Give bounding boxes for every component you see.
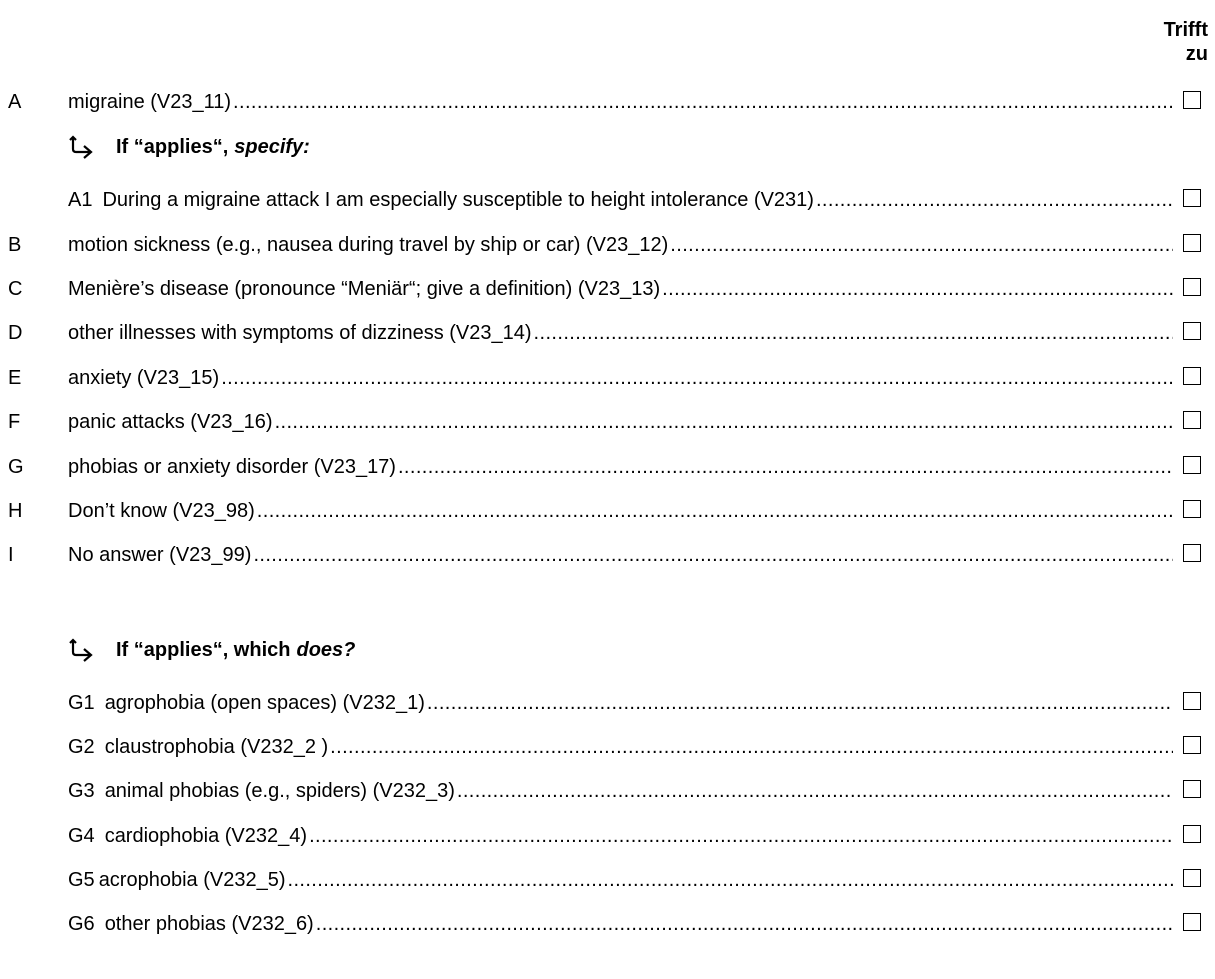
checkbox-g5[interactable]: [1183, 869, 1201, 887]
row-text-wrap: [68, 542, 1173, 568]
checkbox-a[interactable]: [1183, 91, 1201, 109]
row-label: claustrophobia (V232_2 ): [104, 736, 329, 758]
row-letter: A: [8, 91, 22, 113]
question-row-d: [0, 320, 1215, 346]
checkbox-g3[interactable]: [1183, 780, 1201, 798]
row-label: Don’t know (V23_98): [68, 500, 255, 522]
question-row-b: [0, 232, 1215, 258]
dot-leader: [309, 823, 1173, 849]
row-text-wrap: [68, 276, 1173, 302]
row-label: panic attacks (V23_16): [68, 411, 273, 433]
dot-leader: [257, 498, 1173, 524]
question-row-e: [0, 365, 1215, 391]
column-header-applies: [1140, 18, 1208, 66]
row-label: acrophobia (V232_5): [98, 869, 286, 891]
question-row-g2: [0, 734, 1215, 760]
row-code: A1: [68, 189, 93, 211]
question-row-a: [0, 89, 1215, 115]
question-row-g5: [0, 867, 1215, 893]
dot-leader: [670, 232, 1173, 258]
row-letter: D: [8, 322, 23, 344]
column-header-line2: zu: [1185, 43, 1208, 65]
row-letter: H: [8, 500, 23, 522]
checkbox-d[interactable]: [1183, 322, 1201, 340]
row-code: G4: [68, 825, 95, 847]
row-code: G3: [68, 780, 95, 802]
filter-emphasis: does?: [296, 638, 356, 661]
filter-text: If “applies“, which: [116, 638, 291, 661]
checkbox-g6[interactable]: [1183, 913, 1201, 931]
checkbox-c[interactable]: [1183, 278, 1201, 296]
row-text-wrap: [68, 498, 1173, 524]
row-text-wrap: [68, 232, 1173, 258]
checkbox-e[interactable]: [1183, 367, 1201, 385]
dot-leader: [287, 867, 1173, 893]
question-row-g6: [0, 911, 1215, 937]
hooked-arrow-icon: [68, 135, 94, 159]
question-row-f: [0, 409, 1215, 435]
dot-leader: [233, 89, 1173, 115]
row-letter: B: [8, 234, 22, 256]
row-letter: C: [8, 278, 23, 300]
row-label: agrophobia (open spaces) (V232_1): [104, 692, 425, 714]
row-label: Menière’s disease (pronounce “Meniär“; give a definition) (V23_13): [68, 278, 661, 300]
dot-leader: [457, 778, 1173, 804]
checkbox-g[interactable]: [1183, 456, 1201, 474]
dot-leader: [534, 320, 1173, 346]
row-label: other phobias (V232_6): [104, 913, 314, 935]
dot-leader: [275, 409, 1173, 435]
row-letter: E: [8, 367, 22, 389]
dot-leader: [221, 365, 1173, 391]
question-row-g3: [0, 778, 1215, 804]
dot-leader: [253, 542, 1173, 568]
row-text-wrap: [68, 734, 1173, 760]
row-code: G2: [68, 736, 95, 758]
checkbox-h[interactable]: [1183, 500, 1201, 518]
row-label: During a migraine attack I am especially susceptible to height intolerance (V231): [102, 189, 814, 211]
dot-leader: [316, 911, 1173, 937]
row-label: phobias or anxiety disorder (V23_17): [68, 456, 396, 478]
row-label: anxiety (V23_15): [68, 367, 220, 389]
checkbox-i[interactable]: [1183, 544, 1201, 562]
row-label: cardiophobia (V232_4): [104, 825, 308, 847]
row-text-wrap: [68, 409, 1173, 435]
column-header-line1: Trifft: [1163, 19, 1208, 41]
row-text-wrap: [68, 690, 1173, 716]
dot-leader: [427, 690, 1173, 716]
checkbox-g1[interactable]: [1183, 692, 1201, 710]
row-text-wrap: [68, 89, 1173, 115]
checkbox-g4[interactable]: [1183, 825, 1201, 843]
row-code: G5: [68, 869, 95, 891]
row-letter: F: [8, 411, 21, 433]
row-text-wrap: [68, 187, 1173, 213]
filter-emphasis: specify:: [234, 135, 310, 158]
row-code: G6: [68, 913, 95, 935]
row-text-wrap: [68, 911, 1173, 937]
question-row-g1: [0, 690, 1215, 716]
question-row-a1: [0, 187, 1215, 213]
row-letter: G: [8, 456, 24, 478]
question-row-i: [0, 542, 1215, 568]
filter-text: If “applies“,: [116, 135, 229, 158]
question-row-g: [0, 454, 1215, 480]
row-text-wrap: [68, 320, 1173, 346]
row-code: G1: [68, 692, 95, 714]
checkbox-a1[interactable]: [1183, 189, 1201, 207]
row-text-wrap: [68, 867, 1173, 893]
filter-instruction-which: [68, 636, 355, 664]
row-label: animal phobias (e.g., spiders) (V232_3): [104, 780, 455, 802]
row-text-wrap: [68, 778, 1173, 804]
row-label: other illnesses with symptoms of dizziness (V23_14): [68, 322, 532, 344]
row-text-wrap: [68, 823, 1173, 849]
row-text-wrap: [68, 365, 1173, 391]
row-label: No answer (V23_99): [68, 544, 252, 566]
checkbox-f[interactable]: [1183, 411, 1201, 429]
dot-leader: [330, 734, 1173, 760]
hooked-arrow-icon: [68, 638, 94, 662]
question-row-c: [0, 276, 1215, 302]
dot-leader: [816, 187, 1173, 213]
row-letter: I: [8, 544, 14, 566]
filter-instruction-specify: [68, 133, 310, 161]
row-label: migraine (V23_11): [68, 91, 232, 113]
row-text-wrap: [68, 454, 1173, 480]
checkbox-g2[interactable]: [1183, 736, 1201, 754]
row-label: motion sickness (e.g., nausea during travel by ship or car) (V23_12): [68, 234, 669, 256]
dot-leader: [662, 276, 1173, 302]
question-row-g4: [0, 823, 1215, 849]
dot-leader: [398, 454, 1173, 480]
checkbox-b[interactable]: [1183, 234, 1201, 252]
question-row-h: [0, 498, 1215, 524]
